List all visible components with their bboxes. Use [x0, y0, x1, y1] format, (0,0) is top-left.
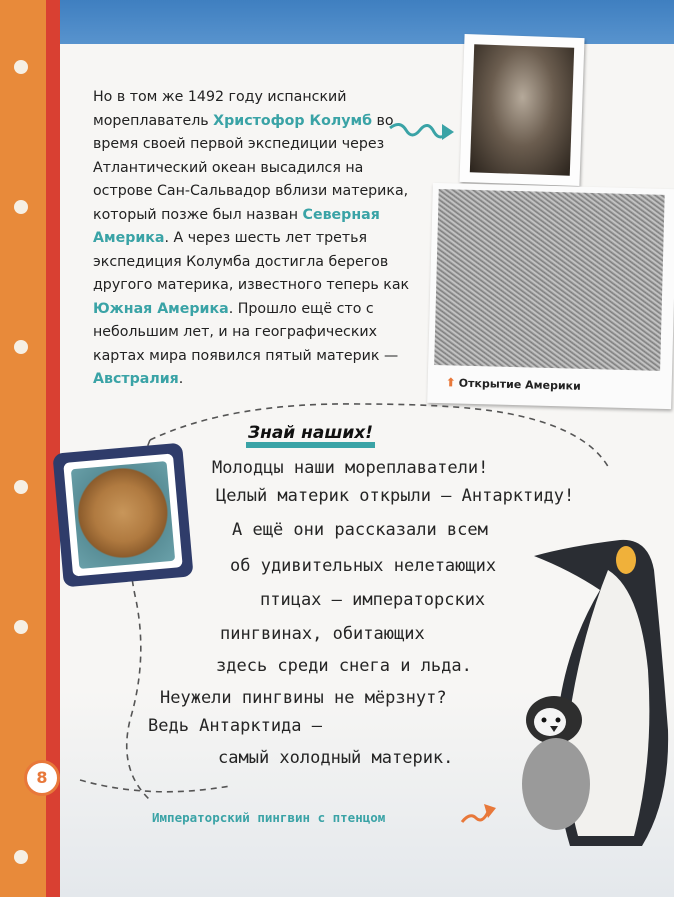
highlight-columbus: Христофор Колумб	[213, 112, 372, 129]
portrait-image	[470, 44, 574, 175]
squiggle-arrow-icon	[458, 798, 502, 828]
binding-hole	[14, 620, 28, 634]
engraving-caption	[446, 375, 581, 393]
speech-line: Молодцы наши мореплаватели!	[212, 458, 489, 478]
highlight-north-america: Северная Америка	[93, 206, 380, 246]
penguin-caption: Императорский пингвин с птенцом	[152, 810, 386, 825]
speech-line: птицах – императорских	[260, 590, 486, 610]
speech-line: об удивительных нелетающих	[230, 556, 497, 576]
highlight-australia: Австралия	[93, 371, 179, 387]
binding-hole	[14, 340, 28, 354]
squiggle-arrow-icon	[386, 118, 458, 152]
highlight-south-america: Южная Америка	[93, 300, 229, 317]
columbus-portrait	[459, 34, 584, 186]
speech-heading: Знай наших!	[246, 424, 375, 448]
caption-arrow-icon: ⬆	[445, 375, 456, 390]
binding-hole	[14, 480, 28, 494]
bear-avatar-frame	[52, 443, 193, 588]
text-run: .	[178, 371, 184, 387]
bear-avatar	[71, 461, 175, 569]
binding-hole	[14, 850, 28, 864]
speech-line: пингвинах, обитающих	[220, 624, 425, 644]
discovery-engraving	[427, 183, 674, 409]
caption-text: Открытие Америки	[458, 376, 581, 393]
speech-line: Ведь Антарктида –	[148, 716, 322, 736]
speech-line: здесь среди снега и льда.	[216, 656, 472, 676]
bear-avatar-inner	[63, 453, 183, 576]
speech-line: А ещё они рассказали всем	[232, 520, 488, 540]
binding-hole	[14, 60, 28, 74]
engraving-image	[434, 189, 665, 371]
speech-line: Неужели пингвины не мёрзнут?	[160, 688, 447, 708]
intro-paragraph	[93, 86, 423, 392]
penguin-chick-icon	[510, 692, 600, 832]
text-run: . Прошло ещё сто с небольшим лет, и на географических картах мира появился пятый материк —	[93, 300, 399, 364]
speech-line: самый холодный материк.	[218, 748, 454, 768]
page-number: 8	[24, 760, 60, 796]
text-run: . А через шесть лет третья экспедиция Колумба достигла берегов другого материка, известного теперь как	[93, 230, 410, 293]
speech-line: Целый материк открыли – Антарктиду!	[216, 486, 575, 506]
text-run: Но в том же 1492 году испанский мореплаватель	[93, 89, 347, 129]
text-run: во время своей первой экспедиции через Атлантический океан высадился на острове Сан-Сальвадор вблизи материка, который позже был назван	[93, 112, 409, 223]
binding-hole	[14, 200, 28, 214]
